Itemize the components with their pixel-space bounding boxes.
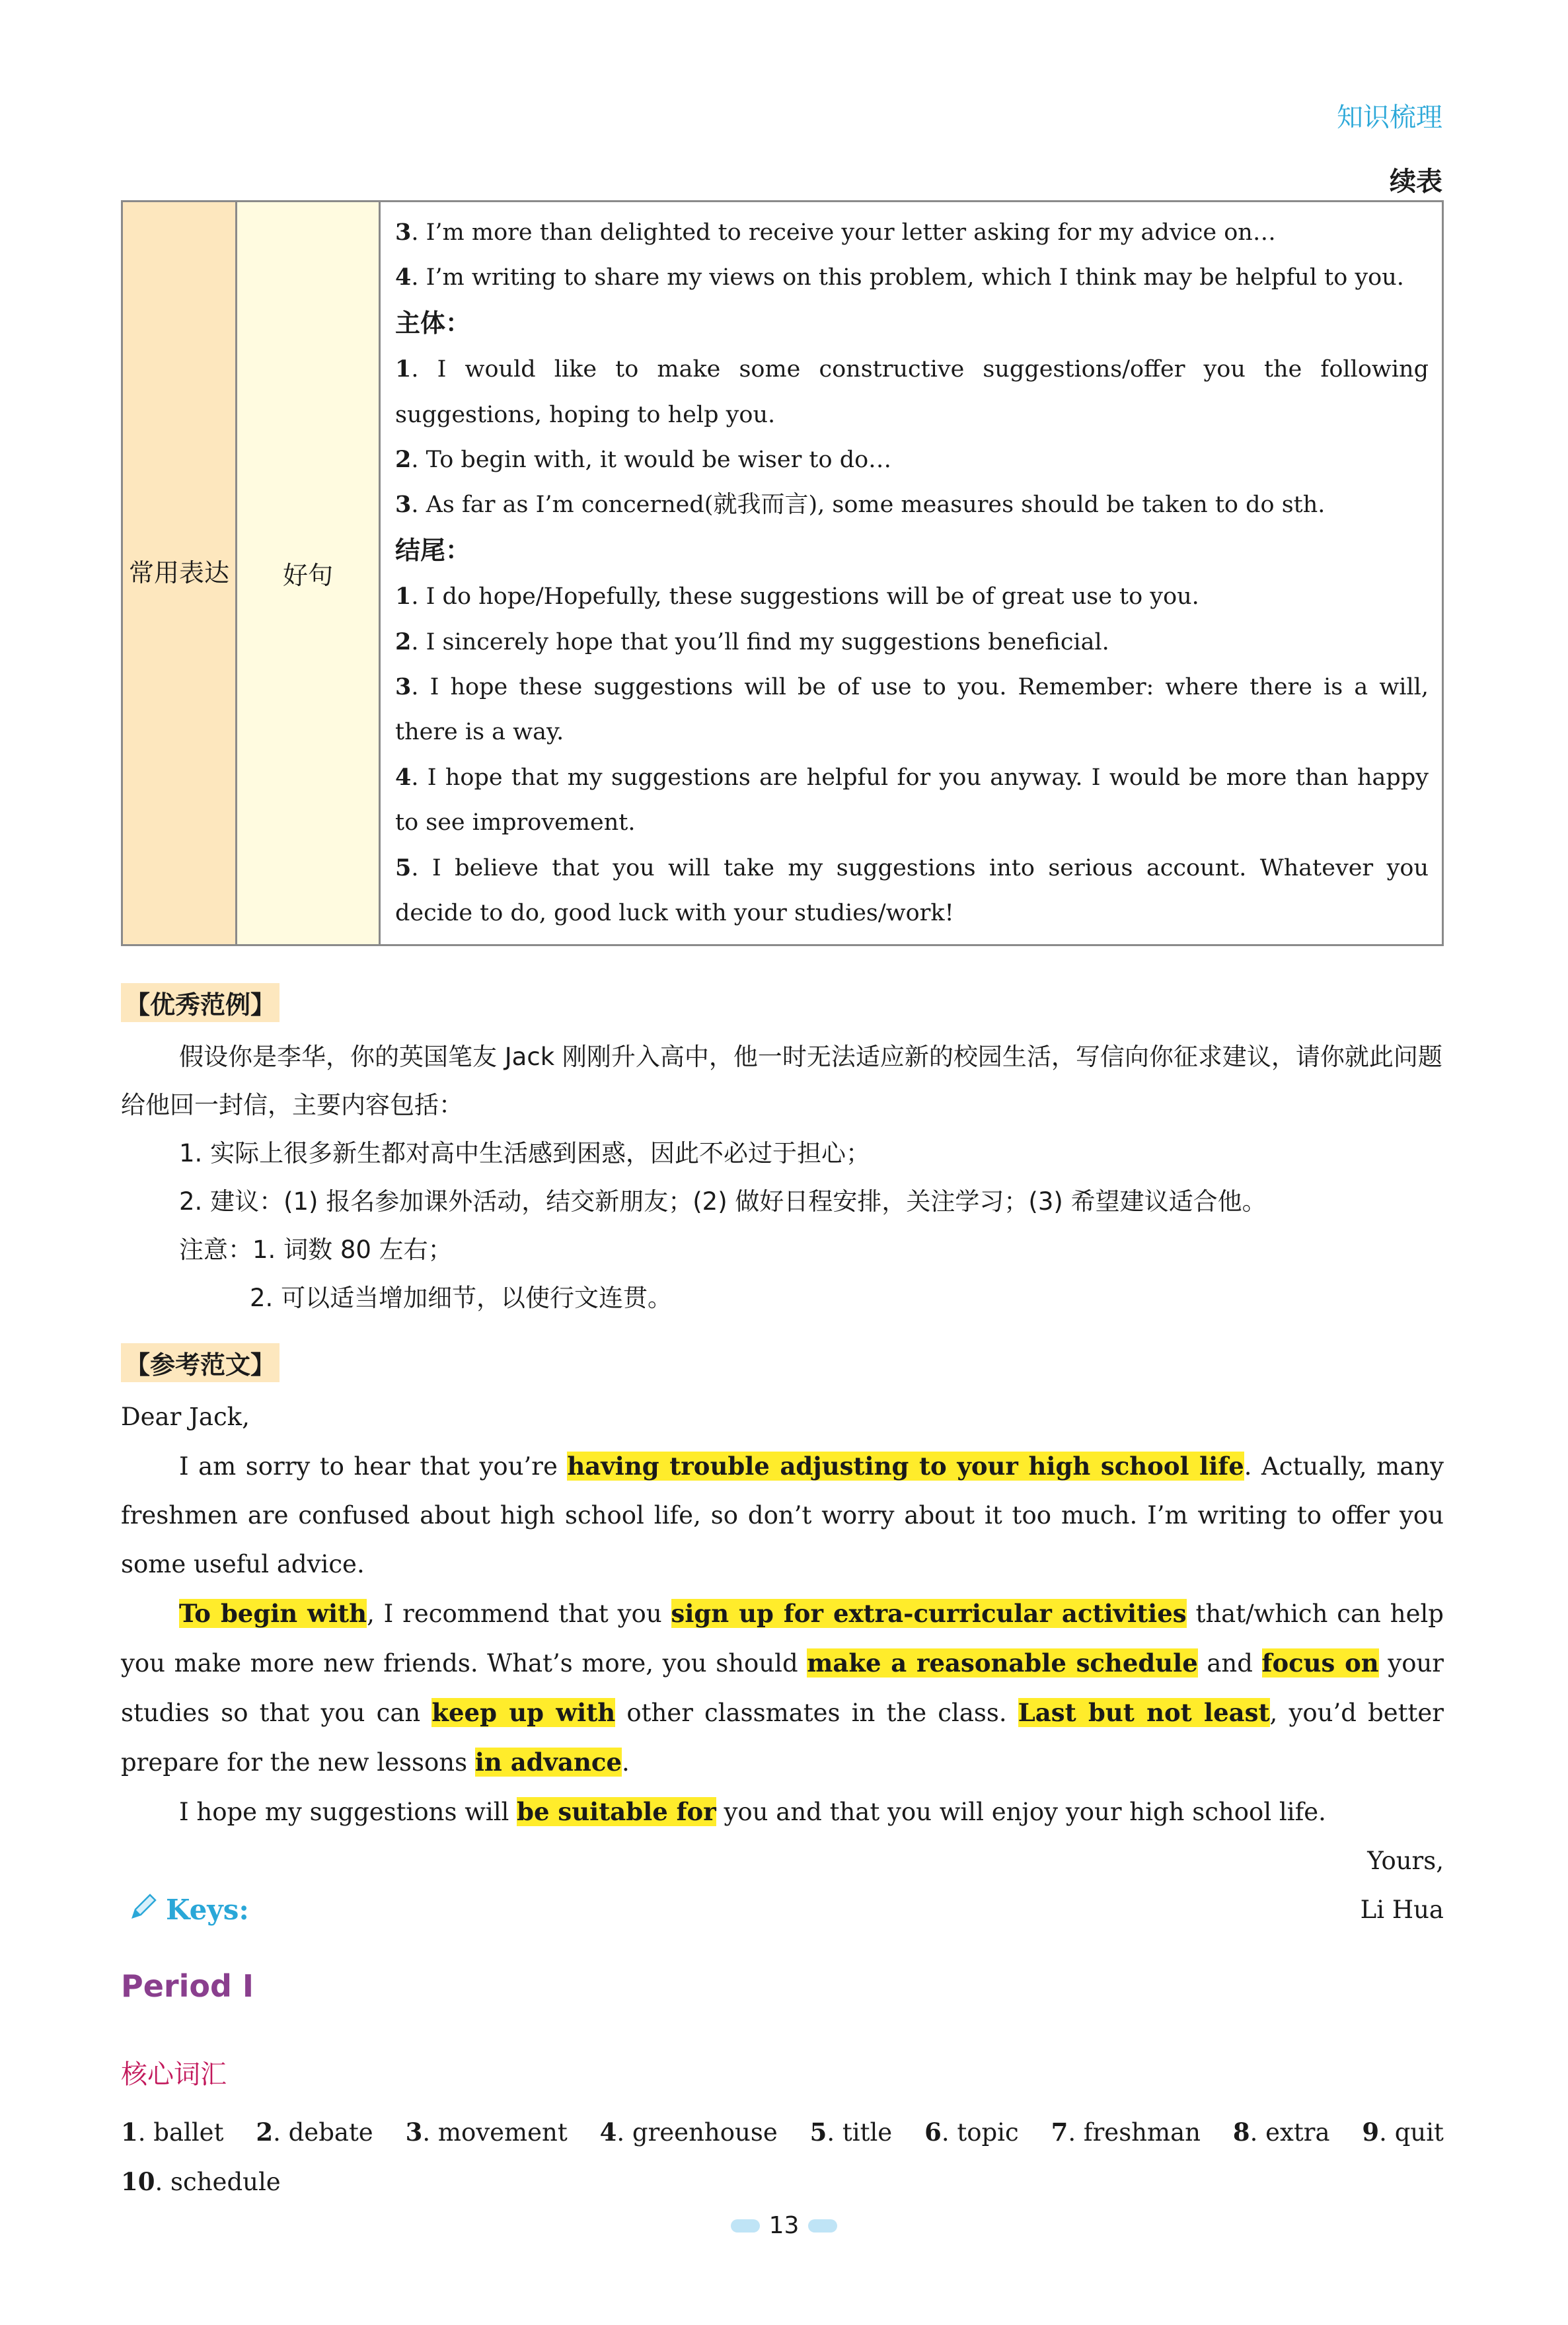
essay-text: I hope my suggestions will <box>179 1798 517 1826</box>
vocab-item: 7. freshman <box>1051 2118 1201 2147</box>
section-category: 知识梳理 <box>1337 102 1442 133</box>
example-section-title: 【优秀范例】 <box>121 983 280 1022</box>
sentence-line: 3. I’m more than delighted to receive your letter asking for my advice on… <box>395 219 1276 246</box>
keys-heading <box>129 1891 249 1928</box>
body-heading: 主体： <box>395 308 471 338</box>
essay-greeting: Dear Jack, <box>121 1403 250 1431</box>
highlighted-phrase: focus on <box>1261 1648 1379 1678</box>
vocab-row <box>121 2108 1444 2157</box>
sentences-cell <box>380 202 1443 945</box>
example-prompt <box>121 1033 1444 1322</box>
prompt-note: 2. 可以适当增加细节，以使行文连贯。 <box>250 1284 673 1312</box>
table-continued-label: 续表 <box>1390 166 1442 197</box>
highlighted-phrase: keep up with <box>431 1698 616 1727</box>
vocab-item: 9. quit <box>1362 2118 1444 2147</box>
highlighted-phrase: sign up for extra-curricular activities <box>671 1599 1187 1628</box>
essay-text: , I recommend that you <box>367 1600 671 1628</box>
highlighted-phrase: having trouble adjusting to your high school life <box>567 1452 1244 1481</box>
highlighted-phrase: Last but not least <box>1018 1698 1270 1727</box>
page-number-text: 13 <box>768 2212 800 2239</box>
essay-text: that/which can help you make more new friends. What’s more, you should <box>121 1600 1444 1678</box>
vocab-item: 2. debate <box>256 2118 373 2147</box>
prompt-note: 注意：1. 词数 80 左右； <box>179 1236 453 1264</box>
essay-text: . Actually, many freshmen are confused about high school life, so don’t worry about it too much. I’m writing to offer you some useful advice. <box>121 1452 1444 1578</box>
essay-text: I am sorry to hear that you’re <box>179 1452 568 1481</box>
core-vocab-title: 核心词汇 <box>121 2059 227 2090</box>
highlighted-phrase: be suitable for <box>517 1797 716 1826</box>
keys-label: Keys: <box>166 1893 249 1926</box>
category-cell <box>122 202 237 945</box>
essay-text: . <box>622 1748 630 1777</box>
page-pill-decoration <box>731 2219 760 2233</box>
essay-signature: Li Hua <box>1360 1896 1444 1924</box>
essay-text: your studies so that you can <box>121 1649 1444 1727</box>
vocab-answers <box>121 2108 1444 2207</box>
vocab-item: 5. title <box>809 2118 893 2147</box>
essay-paragraph <box>121 1442 1444 1589</box>
ending-heading: 结尾： <box>395 535 471 565</box>
sentence-line: 4. I hope that my suggestions are helpful for you anyway. I would be more than happy to see improvement. <box>395 763 1429 836</box>
category-label: 常用表达 <box>128 558 229 588</box>
vocab-item: 10. schedule <box>121 2167 281 2196</box>
vocab-item: 4. greenhouse <box>599 2118 778 2147</box>
pencil-icon <box>129 1891 159 1928</box>
subcategory-cell <box>237 202 380 945</box>
highlighted-phrase: in advance <box>474 1748 622 1777</box>
subcategory-label: 好句 <box>282 560 333 590</box>
page-number <box>0 2212 1568 2239</box>
essay-text: other classmates in the class. <box>615 1699 1018 1727</box>
prompt-text: 假设你是李华，你的英国笔友 Jack 刚刚升入高中，他一时无法适应新的校园生活，写信向你征求建议，请你就此问题给他回一封信，主要内容包括： <box>121 1043 1442 1119</box>
essay-text: and <box>1197 1649 1262 1678</box>
essay-paragraph <box>121 1589 1444 1787</box>
sentence-line: 3. I hope these suggestions will be of use to you. Remember: where there is a will, there is a way. <box>395 673 1429 746</box>
page-pill-decoration <box>808 2219 837 2233</box>
vocab-item: 6. topic <box>924 2118 1019 2147</box>
highlighted-phrase: To begin with <box>179 1599 367 1628</box>
prompt-point: 1. 实际上很多新生都对高中生活感到困惑，因此不必过于担心； <box>179 1139 871 1167</box>
prompt-point: 2. 建议：(1) 报名参加课外活动，结交新朋友；(2) 做好日程安排，关注学习；(3) 希望建议适合他。 <box>179 1187 1267 1216</box>
period-title: Period Ⅰ <box>121 1968 254 2004</box>
sentence-line: 4. I’m writing to share my views on this problem, which I think may be helpful to you. <box>395 264 1404 291</box>
vocab-item: 3. movement <box>405 2118 568 2147</box>
essay-text: , you’d better prepare for the new lessons <box>121 1699 1444 1777</box>
sentence-line: 3. As far as I’m concerned(就我而言), some measures should be taken to do sth. <box>395 491 1325 519</box>
vocab-item: 1. ballet <box>121 2118 224 2147</box>
expressions-table <box>121 200 1444 946</box>
model-section-title: 【参考范文】 <box>121 1343 280 1382</box>
essay-paragraph <box>121 1787 1444 1837</box>
essay-closing: Yours, <box>1367 1847 1444 1875</box>
sentence-line: 1. I do hope/Hopefully, these suggestions will be of great use to you. <box>395 583 1199 610</box>
sentence-line: 2. To begin with, it would be wiser to do… <box>395 446 892 474</box>
vocab-row <box>121 2157 1444 2207</box>
model-essay <box>121 1393 1444 1935</box>
highlighted-phrase: make a reasonable schedule <box>807 1648 1198 1678</box>
sentence-line: 5. I believe that you will take my suggestions into serious account. Whatever you decide to do, good luck with your studies/work! <box>395 854 1429 927</box>
essay-text: you and that you will enjoy your high school life. <box>716 1798 1326 1826</box>
sentence-line: 2. I sincerely hope that you’ll find my suggestions beneficial. <box>395 628 1109 655</box>
vocab-item: 8. extra <box>1232 2118 1330 2147</box>
sentence-line: 1. I would like to make some constructive suggestions/offer you the following suggestions, hoping to help you. <box>395 355 1429 428</box>
